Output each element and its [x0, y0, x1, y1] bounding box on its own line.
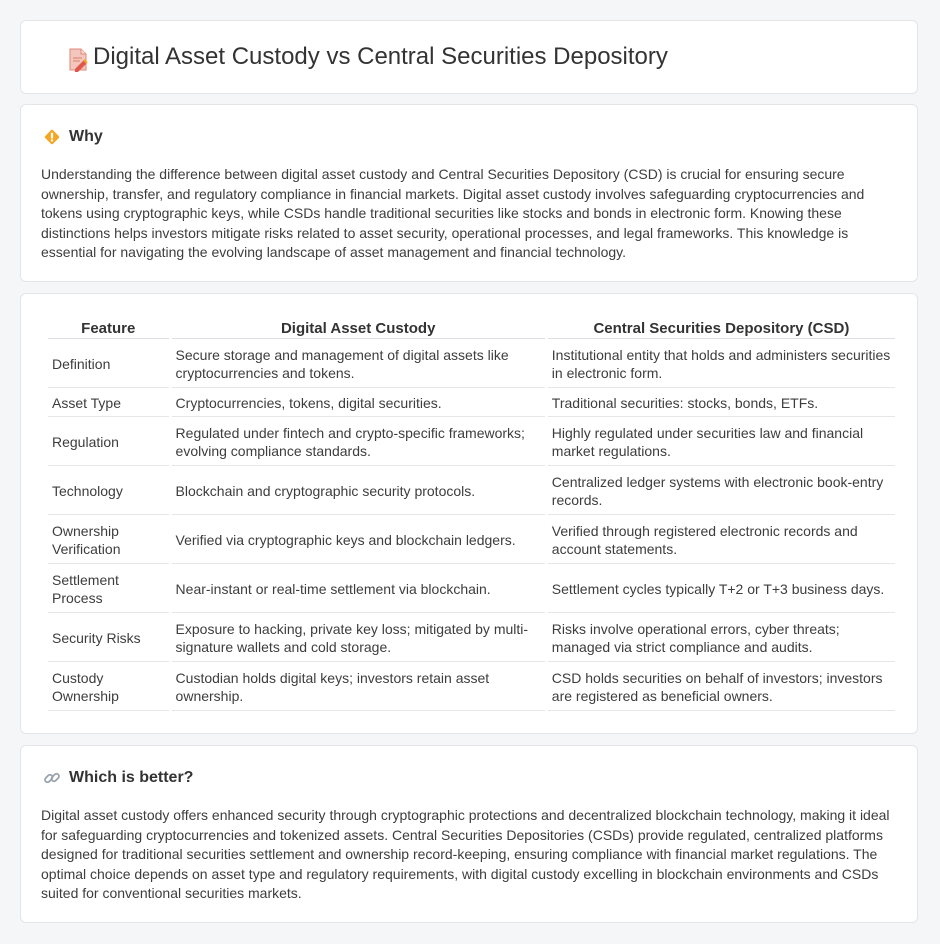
header-digital-asset-custody: Digital Asset Custody — [172, 318, 545, 339]
diamond-warning-icon — [43, 128, 61, 146]
feature-cell: Security Risks — [48, 615, 169, 662]
document-pencil-icon — [67, 48, 89, 72]
csd-cell: Institutional entity that holds and administers securities in electronic form. — [548, 341, 895, 388]
custody-cell: Secure storage and management of digital assets like cryptocurrencies and tokens. — [172, 341, 545, 388]
page-title: Digital Asset Custody vs Central Securities Depository — [93, 43, 668, 70]
custody-cell: Blockchain and cryptographic security protocols. — [172, 468, 545, 515]
table-row — [48, 566, 895, 613]
better-heading: Which is better? — [69, 769, 194, 786]
table-row — [48, 419, 895, 466]
feature-cell: Custody Ownership — [48, 664, 169, 711]
why-section — [20, 104, 918, 282]
table-row — [48, 390, 895, 417]
csd-cell: Settlement cycles typically T+2 or T+3 business days. — [548, 566, 895, 613]
feature-cell: Definition — [48, 341, 169, 388]
csd-cell: Centralized ledger systems with electronic book-entry records. — [548, 468, 895, 515]
custody-cell: Regulated under fintech and crypto-specific frameworks; evolving compliance standards. — [172, 419, 545, 466]
table-header-row — [48, 318, 895, 339]
header-feature: Feature — [48, 318, 169, 339]
custody-cell: Near-instant or real-time settlement via blockchain. — [172, 566, 545, 613]
why-header — [43, 127, 103, 147]
csd-cell: Traditional securities: stocks, bonds, ETFs. — [548, 390, 895, 417]
why-heading: Why — [69, 128, 103, 145]
feature-cell: Ownership Verification — [48, 517, 169, 564]
table-row — [48, 517, 895, 564]
csd-cell: Highly regulated under securities law and financial market regulations. — [548, 419, 895, 466]
custody-cell: Cryptocurrencies, tokens, digital securities. — [172, 390, 545, 417]
comparison-table — [45, 316, 898, 713]
csd-cell: Verified through registered electronic records and account statements. — [548, 517, 895, 564]
csd-cell: Risks involve operational errors, cyber threats; managed via strict compliance and audits. — [548, 615, 895, 662]
custody-cell: Exposure to hacking, private key loss; mitigated by multi-signature wallets and cold storage. — [172, 615, 545, 662]
feature-cell: Asset Type — [48, 390, 169, 417]
csd-cell: CSD holds securities on behalf of investors; investors are registered as beneficial owners. — [548, 664, 895, 711]
table-row — [48, 341, 895, 388]
why-text: Understanding the difference between digital asset custody and Central Securities Depository (CSD) is crucial for ensuring secure ownership, transfer, and regulatory compliance in financial markets. Digital asset custody involves safeguarding cryptocurrencies and tokens using cryptographic keys, while CSDs handle traditional securities like stocks and bonds in electronic form. Knowing these distinctions helps investors mitigate risks related to asset security, operational processes, and legal frameworks. This knowledge is essential for navigating the evolving landscape of asset management and financial technology. — [41, 166, 865, 260]
feature-cell: Settlement Process — [48, 566, 169, 613]
link-icon — [43, 769, 61, 787]
table-row — [48, 468, 895, 515]
table-row — [48, 615, 895, 662]
custody-cell: Custodian holds digital keys; investors retain asset ownership. — [172, 664, 545, 711]
better-text: Digital asset custody offers enhanced security through cryptographic protections and decentralized blockchain technology, making it ideal for safeguarding cryptocurrencies and tokenized assets. Central Securities Depositories (CSDs) provide regulated, centralized platforms designed for traditional securities settlement and ownership record-keeping, ensuring compliance with financial market regulations. The optimal choice depends on asset type and regulatory requirements, with digital custody excelling in blockchain environments and CSDs suited for conventional securities markets. — [41, 807, 890, 901]
header-csd: Central Securities Depository (CSD) — [548, 318, 895, 339]
feature-cell: Regulation — [48, 419, 169, 466]
feature-cell: Technology — [48, 468, 169, 515]
better-header — [43, 768, 193, 788]
table-row — [48, 664, 895, 711]
comparison-section — [20, 293, 918, 734]
title-card — [20, 20, 918, 94]
custody-cell: Verified via cryptographic keys and blockchain ledgers. — [172, 517, 545, 564]
which-is-better-section — [20, 745, 918, 923]
